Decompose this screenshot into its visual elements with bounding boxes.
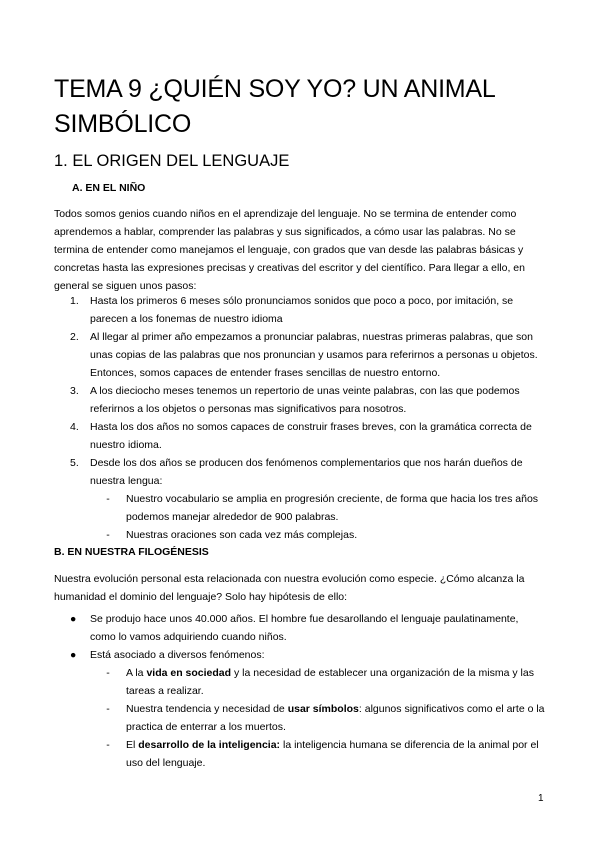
dash-item-text: Nuestro vocabulario se amplia en progresión creciente, de forma que hacia los tres años podemos manejar alrededor de 900 palabras. xyxy=(126,493,539,523)
list-number: 4. xyxy=(70,421,79,433)
list-item-text: Desde los dos años se producen dos fenómenos complementarios que nos harán dueños de nuestra lengua: xyxy=(90,457,523,487)
list-number: 2. xyxy=(70,331,79,343)
list-item xyxy=(54,454,546,544)
factor-emphasis: desarrollo de la inteligencia: xyxy=(138,739,281,751)
list-item-text: A los dieciocho meses tenemos un repertorio de unas veinte palabras, con las que podemos referirnos a los objetos o personas mas significativos para nosotros. xyxy=(90,385,520,415)
dash-marker: - xyxy=(106,493,110,505)
bullet-item-text: Está asociado a diversos fenómenos: xyxy=(90,649,265,661)
factor-text-post: y la necesidad de establecer una organización de la misma y las tareas a realizar. xyxy=(126,667,534,697)
list-item xyxy=(54,418,546,454)
factors-list xyxy=(90,664,546,772)
list-number: 1. xyxy=(70,295,79,307)
dash-item xyxy=(90,736,546,772)
factor-text-pre: A la xyxy=(126,667,147,679)
list-number: 5. xyxy=(70,457,79,469)
phylogenesis-paragraph: Nuestra evolución personal esta relacionada con nuestra evolución como especie. ¿Cómo alcanza la humanidad el dominio del lenguaje? Solo hay hipótesis de ello: xyxy=(54,573,525,603)
factor-text-pre: El xyxy=(126,739,139,751)
list-item xyxy=(54,328,546,382)
bullet-icon: ● xyxy=(70,613,77,625)
dash-marker: - xyxy=(106,739,110,751)
bullet-list xyxy=(54,610,546,772)
bullet-item-text: Se produjo hace unos 40.000 años. El hombre fue desarollando el lenguaje paulatinamente, como lo vamos adquiriendo cuando niños. xyxy=(90,613,519,643)
list-item-text: Hasta los dos años no somos capaces de construir frases breves, con la gramática correcta de nuestro idioma. xyxy=(90,421,532,451)
bullet-icon: ● xyxy=(70,649,77,661)
factor-text-pre: Nuestra tendencia y necesidad de xyxy=(126,703,288,715)
dash-item xyxy=(90,490,546,526)
list-item xyxy=(54,382,546,418)
factor-emphasis: usar símbolos xyxy=(287,703,359,715)
dash-marker: - xyxy=(106,667,110,679)
dash-marker: - xyxy=(106,703,110,715)
list-item-text: Al llegar al primer año empezamos a pronunciar palabras, nuestras primeras palabras, que son unas copias de las palabras que nos pronuncian y usamos para referirnos a personas u objetos. Entonces, somos capaces de entender frases sencillas de nuestro entorno. xyxy=(90,331,538,379)
intro-paragraph: Todos somos genios cuando niños en el aprendizaje del lenguaje. No se termina de entender como aprendemos a hablar, comprender las palabras y sus significados, a cómo usar las palabras. No se termina de entender como manejamos el lenguaje, con grados que van desde las palabras básicas y concretas hasta las expresiones precisas y creativas del escritor y del científico. Para llegar a ello, en general se siguen unos pasos: xyxy=(54,208,525,292)
list-item xyxy=(54,292,546,328)
list-number: 3. xyxy=(70,385,79,397)
dash-item xyxy=(90,700,546,736)
factor-text-post: : algunos significativos como el arte o la practica de enterrar a los muertos. xyxy=(126,703,545,733)
subsection-b-heading: B. EN NUESTRA FILOGÉNESIS xyxy=(54,546,209,558)
list-item-text: Hasta los primeros 6 meses sólo pronunciamos sonidos que poco a poco, por imitación, se parecen a los fonemas de nuestro idioma xyxy=(90,295,514,325)
page-number: 1 xyxy=(538,793,544,804)
subsection-a-heading: A. EN EL NIÑO xyxy=(72,182,146,194)
dash-item xyxy=(90,664,546,700)
bullet-item xyxy=(54,646,546,772)
section-heading: 1. EL ORIGEN DEL LENGUAJE xyxy=(54,152,290,170)
steps-list xyxy=(54,292,546,544)
factor-emphasis: vida en sociedad xyxy=(146,667,232,679)
bullet-item xyxy=(54,610,546,646)
factor-text-post: la inteligencia humana se diferencia de la animal por el uso del lenguaje. xyxy=(126,739,539,769)
dash-item xyxy=(90,526,546,544)
dash-marker: - xyxy=(106,529,110,541)
dash-item-text: Nuestras oraciones son cada vez más complejas. xyxy=(126,529,358,541)
dash-list xyxy=(90,490,546,544)
document-title: TEMA 9 ¿QUIÉN SOY YO? UN ANIMAL SIMBÓLICO xyxy=(54,75,495,138)
